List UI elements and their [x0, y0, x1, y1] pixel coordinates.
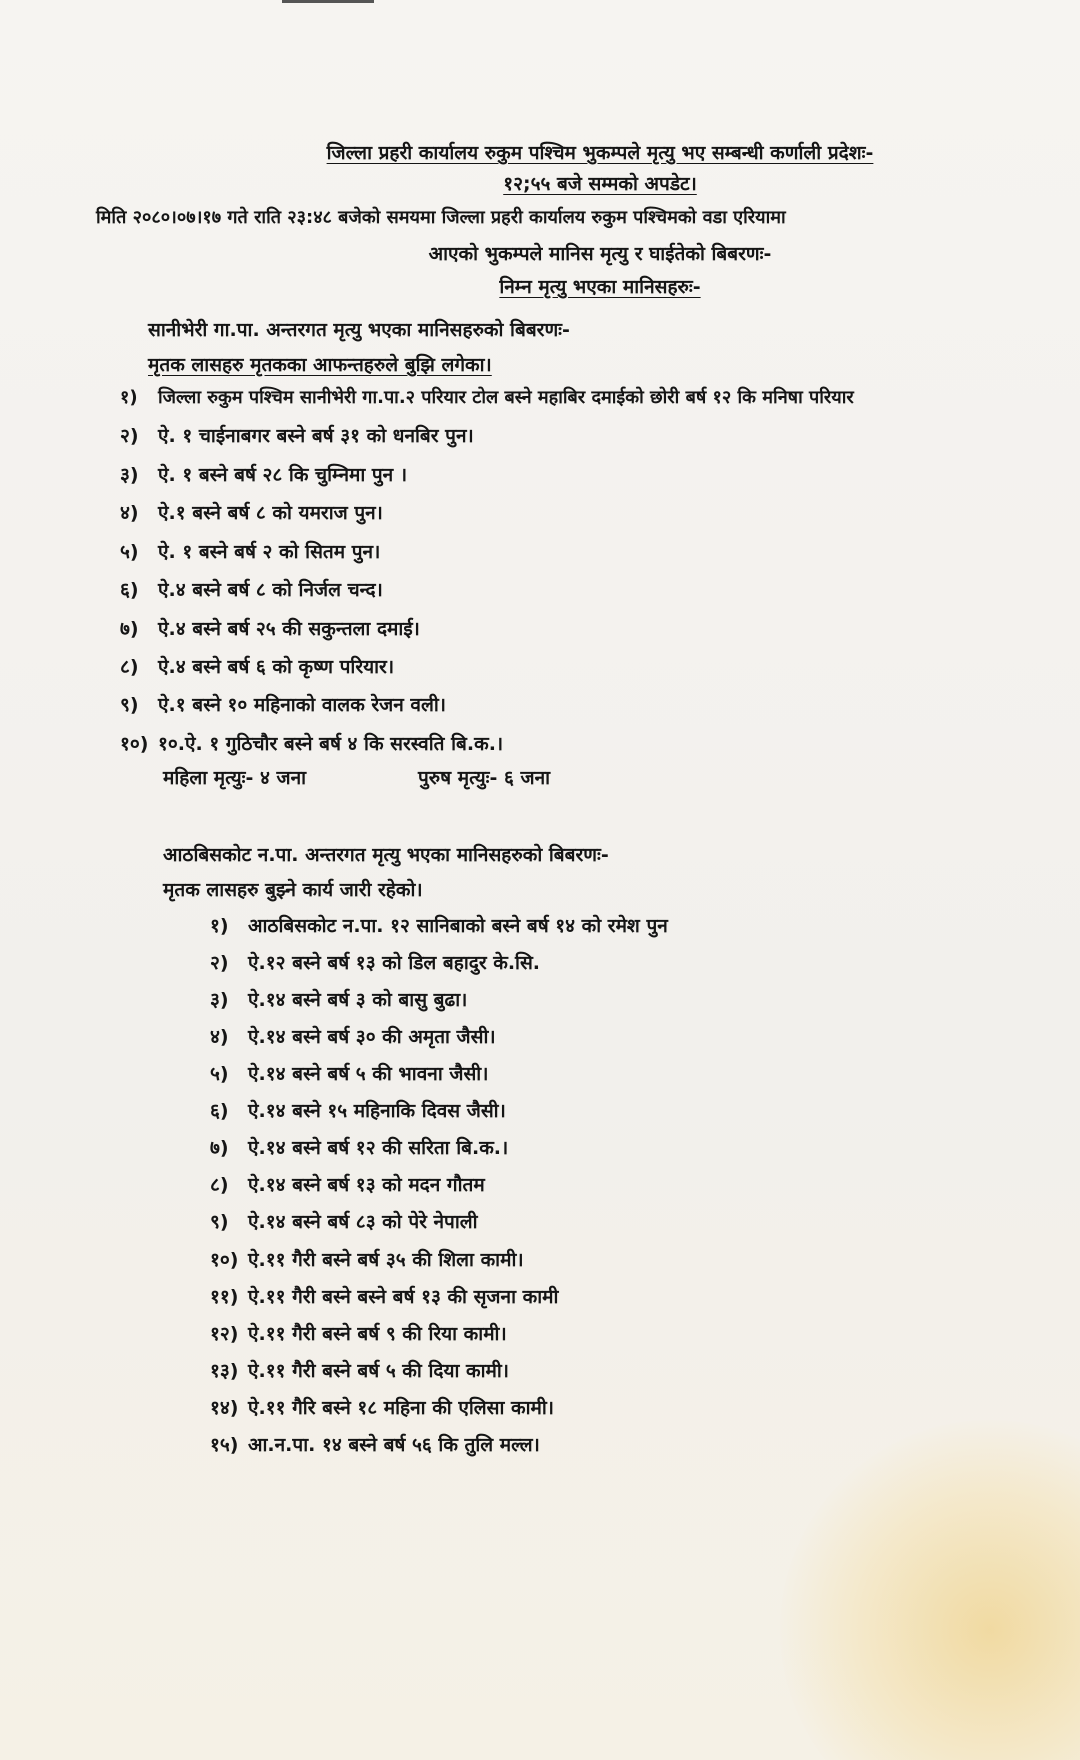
item-number: १)	[120, 387, 138, 408]
section2-subheading: मृतक लासहरु बुझ्ने कार्य जारी रहेको।	[163, 879, 423, 901]
item-number: ६)	[120, 579, 139, 601]
item-number: २)	[210, 952, 229, 974]
item-number: ९)	[210, 1211, 229, 1233]
item-text: ऐ.१४ बस्ने १५ महिनाकि दिवस जैसी।	[248, 1100, 506, 1122]
paper-light-glare	[780, 1420, 1080, 1760]
title-line-1: जिल्ला प्रहरी कार्यालय रुकुम पश्चिम भुकम्पले मृत्यु भए सम्बन्धी कर्णाली प्रदेशः-	[326, 142, 874, 164]
item-text: ऐ.११ गैरी बस्ने बस्ने बर्ष १३ की सृजना कामी	[248, 1286, 559, 1308]
item-text: ऐ.१२ बस्ने बर्ष १३ को डिल बहादुर के.सि.	[248, 952, 541, 974]
item-number: ७)	[210, 1137, 229, 1159]
list-item	[210, 1062, 488, 1086]
item-number: ६)	[210, 1100, 229, 1122]
item-number: १०)	[120, 733, 149, 755]
item-text: आ.न.पा. १४ बस्ने बर्ष ५६ कि तुलि मल्ल।	[248, 1434, 540, 1456]
item-number: ८)	[210, 1174, 229, 1196]
item-text: ऐ.११ गैरी बस्ने बर्ष ५ की दिया कामी।	[248, 1360, 510, 1382]
list-item	[210, 1322, 507, 1346]
item-text: ऐ.११ गैरी बस्ने बर्ष ९ की रिया कामी।	[248, 1323, 507, 1345]
list-item	[210, 1285, 558, 1309]
item-text: ऐ.४ बस्ने बर्ष २५ की सकुन्तला दमाई।	[158, 618, 420, 640]
item-text: १०.ऐ. १ गुठिचौर बस्ने बर्ष ४ कि सरस्वति बि.क.।	[158, 733, 504, 755]
list-item	[210, 1248, 524, 1272]
list-item	[210, 1396, 554, 1420]
item-text: ऐ.११ गैरि बस्ने १८ महिना की एलिसा कामी।	[248, 1397, 555, 1419]
list-item	[120, 424, 474, 448]
male-deaths-count: पुरुष मृत्युः- ६ जना	[418, 767, 551, 789]
item-number: ११)	[210, 1286, 239, 1308]
item-text: ऐ.१४ बस्ने बर्ष १२ की सरिता बि.क.।	[248, 1137, 509, 1159]
item-text: ऐ. १ बस्ने बर्ष २८ कि चुम्निमा पुन ।	[158, 464, 408, 486]
item-text: ऐ. १ बस्ने बर्ष २ को सितम पुन।	[158, 541, 381, 563]
intro-line-2: आएको भुकम्पले मानिस मृत्यु र घाईतेको बिबरणः-	[428, 243, 772, 265]
list-item	[210, 1173, 485, 1197]
item-number: १४)	[210, 1397, 239, 1419]
item-number: २)	[120, 425, 139, 447]
item-text: ऐ.१४ बस्ने बर्ष ३ को बासु बुढा।	[248, 989, 468, 1011]
item-text: ऐ.१ बस्ने बर्ष ८ को यमराज पुन।	[158, 502, 383, 524]
list-item	[120, 501, 383, 525]
list-item	[120, 463, 407, 487]
top-edge-mark	[282, 0, 374, 3]
item-number: ५)	[120, 541, 139, 563]
list-item	[210, 988, 467, 1012]
list-item	[210, 1210, 478, 1234]
list-item	[120, 655, 394, 679]
item-number: ५)	[210, 1063, 229, 1085]
item-number: ८)	[120, 656, 139, 678]
item-number: १)	[210, 915, 229, 937]
list-item	[210, 914, 668, 938]
item-text: ऐ.११ गैरी बस्ने बर्ष ३५ की शिला कामी।	[248, 1249, 524, 1271]
item-text: ऐ.४ बस्ने बर्ष ६ को कृष्ण परियार।	[158, 656, 395, 678]
section2-heading: आठबिसकोट न.पा. अन्तरगत मृत्यु भएका मानिसहरुको बिबरणः-	[163, 844, 609, 866]
list-item	[120, 617, 420, 641]
list-item	[120, 386, 854, 410]
item-number: १५)	[210, 1434, 239, 1456]
item-number: १३)	[210, 1360, 239, 1382]
item-text: ऐ. १ चाईनाबगर बस्ने बर्ष ३१ को धनबिर पुन।	[158, 425, 474, 447]
item-text: ऐ.१४ बस्ने बर्ष ५ की भावना जैसी।	[248, 1063, 489, 1085]
list-item	[120, 732, 503, 756]
list-item	[210, 1136, 508, 1160]
section1-subheading: मृतक लासहरु मृतकका आफन्तहरुले बुझि लगेका।	[148, 354, 492, 376]
list-item	[210, 1433, 540, 1457]
list-item	[210, 1099, 506, 1123]
list-item	[120, 693, 446, 717]
section1-heading: सानीभेरी गा.पा. अन्तरगत मृत्यु भएका मानिसहरुको बिबरणः-	[148, 319, 570, 341]
item-number: ९)	[120, 694, 139, 716]
list-item	[210, 951, 540, 975]
item-text: जिल्ला रुकुम पश्चिम सानीभेरी गा.पा.२ परियार टोल बस्ने महाबिर दमाईको छोरी बर्ष १२ कि मनिषा परियार	[158, 387, 854, 408]
item-number: ३)	[120, 464, 139, 486]
list-item	[120, 540, 380, 564]
intro-line-1: मिति २०८०।०७।१७ गते राति २३:४८ बजेको समयमा जिल्ला प्रहरी कार्यालय रुकुम पश्चिमको वडा एरियामा	[96, 207, 786, 228]
title-line-2: १२;५५ बजे सम्मको अपडेट।	[503, 173, 697, 195]
item-number: ४)	[120, 502, 139, 524]
list-item	[120, 578, 383, 602]
item-text: आठबिसकोट न.पा. १२ सानिबाको बस्ने बर्ष १४ को रमेश पुन	[248, 915, 668, 937]
item-number: ४)	[210, 1026, 229, 1048]
item-number: १२)	[210, 1323, 239, 1345]
item-text: ऐ.१४ बस्ने बर्ष ८३ को पेरे नेपाली	[248, 1211, 478, 1233]
item-number: १०)	[210, 1249, 239, 1271]
item-text: ऐ.१४ बस्ने बर्ष १३ को मदन गौतम	[248, 1174, 485, 1196]
item-text: ऐ.१४ बस्ने बर्ष ३० की अमृता जैसी।	[248, 1026, 496, 1048]
item-text: ऐ.१ बस्ने १० महिनाको वालक रेजन वली।	[158, 694, 446, 716]
item-text: ऐ.४ बस्ने बर्ष ८ को निर्जल चन्द।	[158, 579, 383, 601]
list-item	[210, 1359, 509, 1383]
item-number: ३)	[210, 989, 229, 1011]
deceased-heading: निम्न मृत्यु भएका मानिसहरुः-	[499, 276, 701, 298]
female-deaths-count: महिला मृत्युः- ४ जना	[163, 767, 307, 789]
item-number: ७)	[120, 618, 139, 640]
list-item	[210, 1025, 496, 1049]
